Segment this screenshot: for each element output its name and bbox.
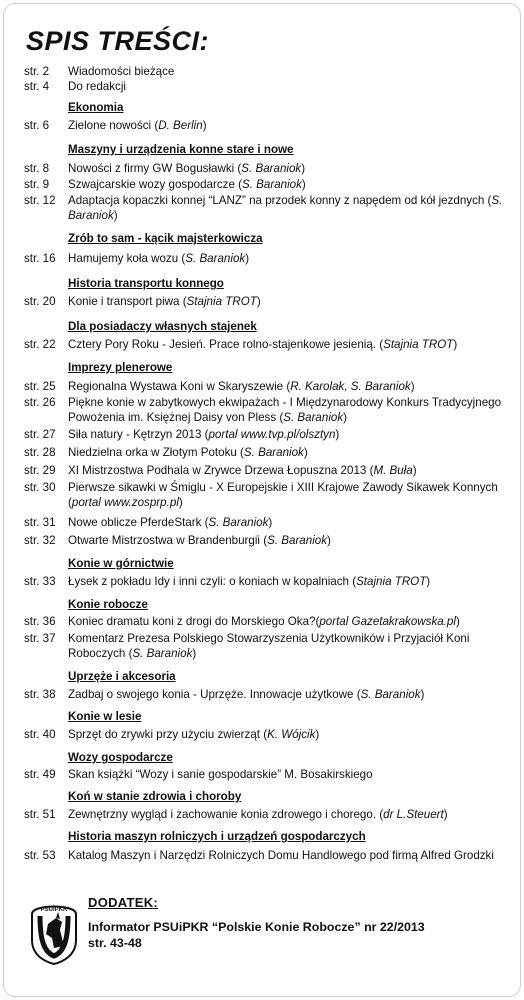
entry-author: D. Berlin: [158, 119, 203, 132]
page-number: str. 4: [24, 80, 50, 93]
entry-text: Wiadomości bieżące: [68, 65, 175, 78]
entry-title: [68, 194, 516, 223]
entry-text: Nowości z firmy GW Bogusławki (: [68, 162, 242, 175]
entry-text: Sprzęt do zrywki przy użyciu zwierząt (: [68, 728, 268, 741]
entry-text: Katalog Maszyn i Narzędzi Rolniczych Domu Handlowego pod firmą Alfred Grodzki: [68, 849, 494, 862]
entry-text: Hamujemy koła wozu (: [68, 252, 186, 265]
page-number: str. 6: [24, 119, 50, 132]
entry-title: [68, 728, 516, 743]
entry-suffix: ): [301, 162, 306, 175]
page-number: str. 22: [24, 338, 56, 351]
entry-author: Stajnia TROT: [383, 338, 454, 351]
page-number: str. 33: [24, 575, 56, 588]
section-heading: Maszyny i urządzenia konne stare i nowe: [68, 143, 294, 156]
page-number: str. 51: [24, 808, 56, 821]
entry-author: Stajnia TROT: [356, 575, 427, 588]
page-number: str. 49: [24, 768, 56, 781]
entry-text: Adaptacja kopaczki konnej “LANZ” na przodek konny z napędem od kół jezdnych (: [68, 194, 492, 207]
entry-suffix: ): [343, 410, 348, 424]
entry-text: Konie i transport piwa (: [68, 295, 187, 308]
entry-title: [68, 516, 516, 531]
entry-title: [68, 338, 516, 353]
entry-author: R. Karolak, S. Baraniok: [290, 380, 411, 393]
entry-text: Skan książki “Wozy i sanie gospodarskie” M. Bosakirskiego: [68, 768, 373, 781]
entry-author: M. Buła: [373, 464, 413, 477]
entry-title: [68, 849, 516, 864]
entry-title: [68, 428, 516, 443]
page-number: str. 30: [24, 481, 56, 494]
entry-title: [68, 119, 516, 134]
entry-title: [68, 632, 516, 661]
entry-suffix: ): [256, 295, 261, 308]
entry-text: Regionalna Wystawa Koni w Skaryszewie (: [68, 380, 291, 393]
entry-author: S. Baraniok: [360, 688, 421, 701]
entry-title: [68, 768, 516, 783]
entry-title: [68, 252, 516, 267]
section-heading: Konie w lesie: [68, 710, 142, 723]
addendum-pages: str. 43-48: [88, 936, 142, 950]
page-number: str. 29: [24, 464, 56, 477]
page-number: str. 20: [24, 295, 56, 308]
section-heading: Historia transportu konnego: [68, 277, 224, 290]
entry-suffix: ): [315, 728, 320, 741]
page-number: str. 9: [24, 178, 50, 191]
entry-text: Piękne konie w zabytkowych ekwipażach - I Międzynarodowy Konkurs Tradycyjnego Powożenia im. Księżnej Daisy von Pless (: [68, 396, 502, 424]
entry-text: Zadbaj o swojego konia - Uprzęże. Innowacje użytkowe (: [68, 688, 361, 701]
entry-suffix: ): [192, 646, 197, 660]
page-number: str. 27: [24, 428, 56, 441]
entry-text: Łysek z pokładu Idy i inni czyli: o koniach w kopalniach (: [68, 575, 357, 588]
entry-title: [68, 162, 516, 177]
entry-text: Koniec dramatu koni z drogi do Morskiego Oka?(: [68, 615, 320, 628]
addendum-description: Informator PSUiPKR “Polskie Konie Robocze” nr 22/2013: [88, 920, 425, 934]
entry-author: dr L.Steuert: [383, 808, 444, 821]
entry-title: [68, 380, 516, 395]
entry-title: [68, 688, 516, 703]
addendum-title: DODATEK:: [88, 895, 159, 910]
entry-title: [68, 464, 516, 479]
page-number: str. 53: [24, 849, 56, 862]
section-heading: Ekonomia: [68, 101, 124, 114]
entry-author: K. Wójcik: [267, 728, 316, 741]
entry-text: Zewnętrzny wygląd i zachowanie konia zdrowego i chorego. (: [68, 808, 384, 821]
psuipkr-logo-icon: [26, 900, 82, 966]
page-number: str. 8: [24, 162, 50, 175]
entry-author: S. Baraniok: [243, 446, 304, 459]
section-heading: Imprezy plenerowe: [68, 361, 173, 374]
page-number: str. 28: [24, 446, 56, 459]
page-number: str. 31: [24, 516, 56, 529]
page-number: str. 25: [24, 380, 56, 393]
section-heading: Dla posiadaczy własnych stajenek: [68, 320, 257, 333]
svg-text:PSUiPKR: PSUiPKR: [40, 907, 68, 913]
entry-suffix: ): [178, 495, 183, 509]
entry-suffix: ): [420, 688, 425, 701]
entry-title: [68, 396, 516, 425]
entry-suffix: ): [410, 380, 415, 393]
page-number: str. 16: [24, 252, 56, 265]
entry-suffix: ): [113, 208, 118, 222]
entry-title: [68, 178, 516, 193]
entry-author: S. Baraniok: [283, 410, 344, 424]
section-heading: Konie robocze: [68, 598, 148, 611]
section-heading: Uprzęże i akcesoria: [68, 670, 176, 683]
entry-suffix: ): [245, 252, 250, 265]
page-number: str. 12: [24, 194, 56, 207]
entry-text: Komentarz Prezesa Polskiego Stowarzyszenia Użytkowników i Przyjaciół Koni Roboczych (: [68, 632, 470, 660]
entry-author: S. Baraniok: [241, 178, 302, 191]
page-number: str. 37: [24, 632, 56, 645]
entry-title: [68, 534, 516, 549]
page-number: str. 32: [24, 534, 56, 547]
entry-author: S. Baraniok: [208, 516, 269, 529]
entry-suffix: ): [426, 575, 431, 588]
entry-title: [68, 446, 516, 461]
entry-text: Do redakcji: [68, 80, 126, 93]
entry-text: Szwajcarskie wozy gospodarcze (: [68, 178, 242, 191]
entry-title: [68, 481, 516, 510]
page-number: str. 36: [24, 615, 56, 628]
entry-text: Siła natury - Kętrzyn 2013 (: [68, 428, 209, 441]
entry-title: [68, 808, 516, 823]
page-number: str. 40: [24, 728, 56, 741]
entry-suffix: ): [453, 338, 458, 351]
entry-author: Stajnia TROT: [186, 295, 257, 308]
entry-text: Otwarte Mistrzostwa w Brandenburgii (: [68, 534, 268, 547]
entry-suffix: ): [443, 808, 448, 821]
entry-title: [68, 295, 516, 310]
entry-text: Niedzielna orka w Złotym Potoku (: [68, 446, 244, 459]
entry-text: Cztery Pory Roku - Jesień. Prace rolno-stajenkowe jesienią. (: [68, 338, 384, 351]
page-number: str. 2: [24, 65, 50, 78]
entry-author: S. Baraniok: [241, 162, 302, 175]
section-heading: Zrób to sam - kącik majsterkowicza: [68, 232, 263, 245]
entry-author: portal www.tvp.pl/olsztyn: [208, 428, 336, 441]
section-heading: Konie w górnictwie: [68, 557, 174, 570]
entry-suffix: ): [335, 428, 340, 441]
entry-suffix: ): [268, 516, 273, 529]
entry-text: Pierwsze sikawki w Śmiglu - X Europejskie i XIII Krajowe Zawody Sikawek Konnych (: [68, 481, 498, 509]
section-heading: Koń w stanie zdrowia i choroby: [68, 790, 242, 803]
section-heading: Historia maszyn rolniczych i urządzeń gospodarczych: [68, 830, 366, 843]
entry-author: S. Baraniok: [68, 194, 503, 222]
entry-text: XI Mistrzostwa Podhala w Zrywce Drzewa Łopuszna 2013 (: [68, 464, 374, 477]
entry-suffix: ): [455, 615, 460, 628]
entry-title: [68, 615, 516, 630]
entry-suffix: ): [301, 178, 306, 191]
entry-author: S. Baraniok: [267, 534, 328, 547]
entry-text: Nowe oblicze PferdeStark (: [68, 516, 209, 529]
page-number: str. 26: [24, 396, 56, 409]
entry-author: S. Baraniok: [185, 252, 246, 265]
entry-author: S. Baraniok: [132, 646, 193, 660]
page-title: SPIS TREŚCI:: [26, 26, 210, 56]
entry-suffix: ): [303, 446, 308, 459]
page-number: str. 38: [24, 688, 56, 701]
entry-title: [68, 575, 516, 590]
entry-suffix: ): [327, 534, 331, 547]
entry-author: portal Gazetakrakowska.pl: [319, 615, 456, 628]
entry-text: Zielone nowości (: [68, 119, 159, 132]
entry-suffix: ): [202, 119, 207, 132]
entry-author: portal www.zosprp.pl: [71, 495, 179, 509]
entry-title: [68, 80, 516, 95]
entry-suffix: ): [412, 464, 417, 477]
entry-title: [68, 65, 516, 80]
section-heading: Wozy gospodarcze: [68, 751, 173, 764]
